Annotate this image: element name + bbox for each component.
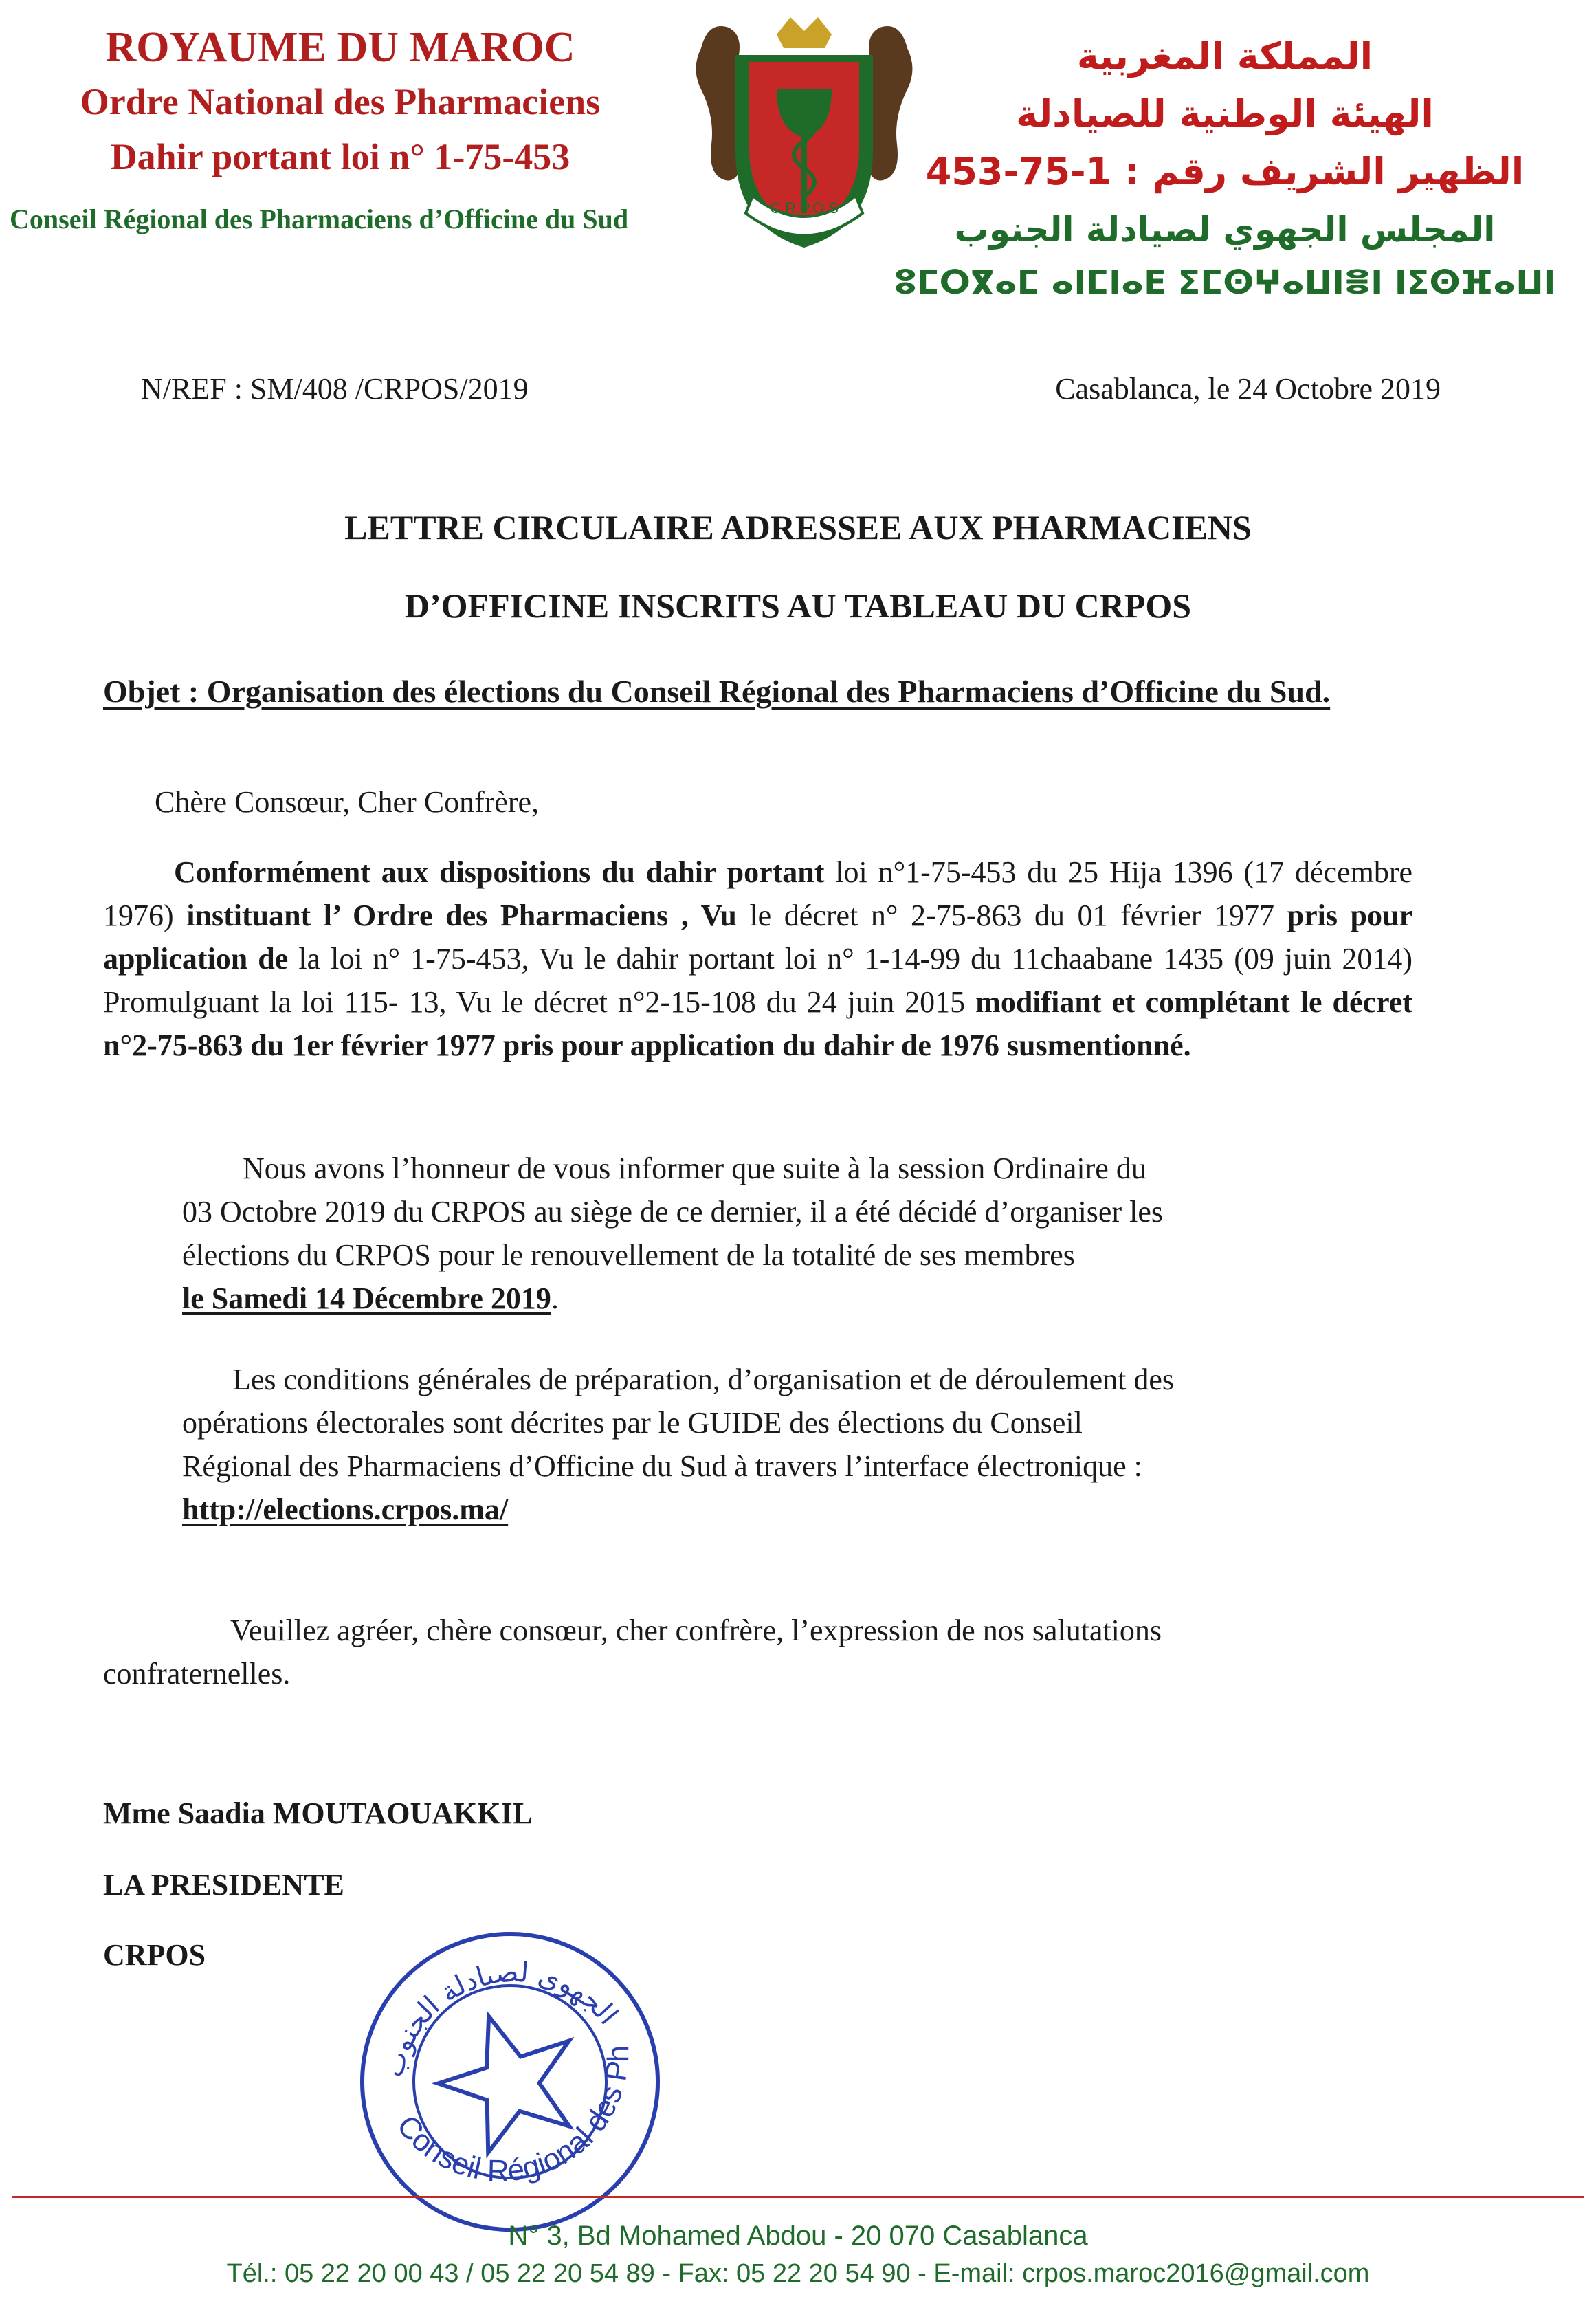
p1-bold-2: instituant l’ Ordre des Pharmaciens , Vu xyxy=(186,899,737,932)
footer-contacts: Tél.: 05 22 20 00 43 / 05 22 20 54 89 - Fax: 05 22 20 54 90 - E-mail: crpos.maroc2016@gmail.com xyxy=(226,2259,1370,2288)
signatory-role: LA PRESIDENTE xyxy=(103,1868,344,1902)
reference-number: N/REF : SM/408 /CRPOS/2019 xyxy=(141,372,529,406)
p1-bold-3: pris pour application de xyxy=(103,899,1413,976)
order-title: Ordre National des Pharmaciens xyxy=(80,81,601,122)
letter-title-line2: D’OFFICINE INSCRITS AU TABLEAU DU CRPOS xyxy=(404,586,1192,625)
official-stamp xyxy=(338,1924,682,2240)
paragraph-legal-basis xyxy=(103,850,1412,1067)
paragraph-closing xyxy=(103,1609,1443,1695)
signatory-name: Mme Saadia MOUTAOUAKKIL xyxy=(103,1796,533,1830)
stamp-text-ar: الجهوي لصيادلة الجنوب xyxy=(377,1956,624,2080)
header-french xyxy=(0,21,680,250)
order-title-ar: الهيئة الوطنية للصيادلة xyxy=(1016,92,1434,135)
p2-line1: Nous avons l’honneur de vous informer que suite à la session Ordinaire du xyxy=(243,1152,1146,1185)
letter-title-line1: LETTRE CIRCULAIRE ADRESSEE AUX PHARMACIENS xyxy=(344,508,1252,547)
header-arabic xyxy=(881,28,1569,307)
signatory-org: CRPOS xyxy=(103,1938,206,1972)
footer-divider xyxy=(12,2196,1584,2198)
p3-line2: opérations électorales sont décrites par le GUIDE des élections du Conseil xyxy=(182,1406,1083,1440)
p1-bold-1: Conformément aux dispositions du dahir portant xyxy=(174,855,825,889)
greeting: Chère Consœur, Cher Confrère, xyxy=(155,785,540,819)
letter-date: Casablanca, le 24 Octobre 2019 xyxy=(1055,372,1441,406)
p1-text-1: loi n°1-75-453 du 25 Hija 1396 (17 décembre 1976) xyxy=(103,855,1413,932)
council-title-tifinagh: ⵓⵎⵔⴳⴰⵎ ⴰⵏⵎⵏⴰⴹ ⵉⵎⵙⵖⴰⵡⵏⴻⵏ ⵏⵉⵙⴼⴰⵡⵏ xyxy=(894,263,1556,302)
dahir-title-ar: الظهير الشريف رقم : 1-75-453 xyxy=(925,150,1525,193)
p3-line3: Régional des Pharmaciens d’Officine du Sud à travers l’interface électronique : xyxy=(182,1449,1142,1483)
dahir-title: Dahir portant loi n° 1-75-453 xyxy=(110,136,570,177)
stamp-text: Conseil Régional des Pharmaciens xyxy=(390,2045,635,2188)
p3-line1: Les conditions générales de préparation, d’organisation et de déroulement des xyxy=(232,1363,1175,1396)
p1-bold-4: modifiant et complétant le décret n°2-75-863 du 1er février 1977 pris pour application du dahir de 1976 susmentionné. xyxy=(103,985,1412,1062)
p2-end: . xyxy=(551,1282,559,1315)
kingdom-title: ROYAUME DU MAROC xyxy=(105,24,575,71)
p2-line2: 03 Octobre 2019 du CRPOS au siège de ce dernier, il a été décidé d’organiser les xyxy=(182,1195,1163,1229)
council-title-ar: المجلس الجهوي لصيادلة الجنوب xyxy=(954,210,1496,250)
p2-line3: élections du CRPOS pour le renouvellement de la totalité de ses membres xyxy=(182,1238,1075,1272)
kingdom-title-ar: المملكة المغربية xyxy=(1076,34,1373,78)
elections-link[interactable]: http://elections.crpos.ma/ xyxy=(182,1493,509,1526)
emblem-label: C.R.P.O.S xyxy=(770,199,839,217)
paragraph-election-date xyxy=(182,1147,1419,1320)
p1-text-2: le décret n° 2-75-863 du 01 février 1977 xyxy=(736,899,1287,932)
p1-text-3: la loi n° 1-75-453, Vu le dahir portant loi n° 1-14-99 du 11chaabane 1435 (09 juin 2014) Promulguant la loi 115- 13, Vu le décret n°2-15-108 du 24 juin 2015 xyxy=(103,942,1412,1019)
footer-address: N° 3, Bd Mohamed Abdou - 20 070 Casablanca xyxy=(508,2221,1088,2251)
council-title: Conseil Régional des Pharmaciens d’Officine du Sud xyxy=(10,204,629,234)
election-date: le Samedi 14 Décembre 2019 xyxy=(182,1282,551,1315)
subject-line: Objet : Organisation des élections du Conseil Régional des Pharmaciens d’Officine du Sud. xyxy=(103,674,1331,709)
stamp-icon xyxy=(338,1924,682,2240)
paragraph-guide xyxy=(182,1358,1426,1531)
p4-line2: confraternelles. xyxy=(103,1657,291,1691)
p4-line1: Veuillez agréer, chère consœur, cher confrère, l’expression de nos salutations xyxy=(230,1614,1162,1647)
